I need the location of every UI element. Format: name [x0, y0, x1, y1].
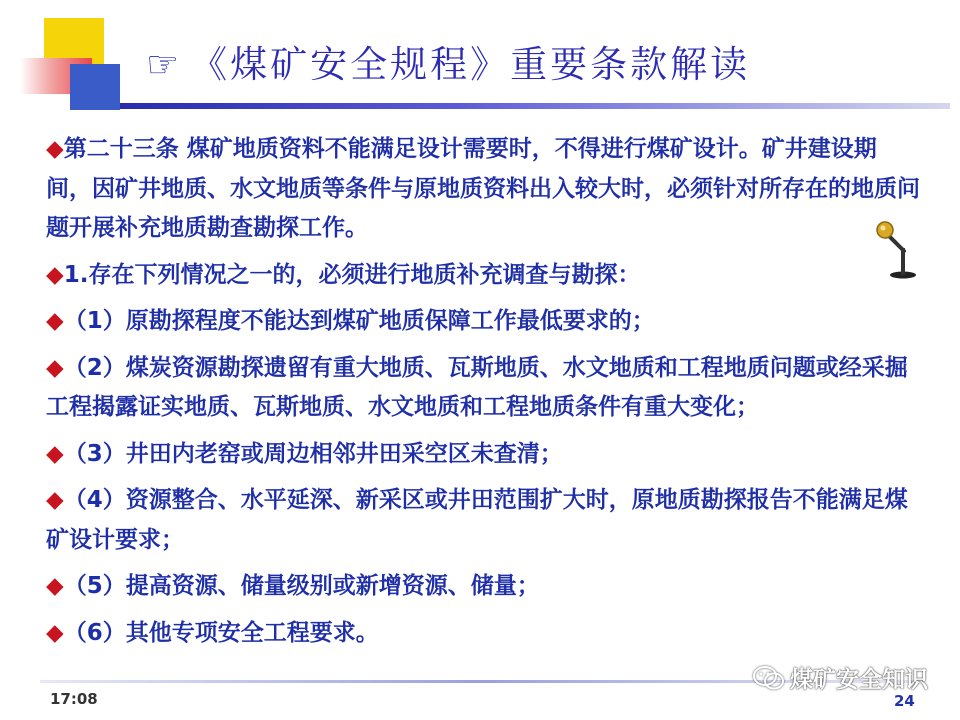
paragraph-text: （6）其他专项安全工程要求。	[63, 619, 379, 646]
paragraph-text: 1.存在下列情况之一的，必须进行地质补充调查与勘探：	[63, 261, 641, 288]
slide-content	[46, 130, 920, 653]
pointing-hand-icon: ☞	[146, 43, 183, 86]
paragraph-text: （2）煤炭资源勘探遗留有重大地质、瓦斯地质、水文地质和工程地质问题或经采掘工程揭露证实地质、瓦斯地质、水文地质和工程地质条件有重大变化；	[46, 354, 908, 420]
paragraph-text: （3）井田内老窑或周边相邻井田采空区未查清；	[63, 440, 563, 467]
red-diamond-icon: ◆	[46, 440, 64, 467]
red-diamond-icon: ◆	[46, 136, 64, 162]
slide-time: 17:08	[50, 690, 98, 708]
paragraph-item-2	[46, 349, 920, 428]
paragraph-item-1	[46, 302, 920, 342]
watermark	[752, 661, 928, 694]
red-diamond-icon: ◆	[46, 487, 64, 513]
title-underline	[120, 103, 950, 109]
red-diamond-icon: ◆	[46, 308, 64, 334]
paragraph-text: （4）资源整合、水平延深、新采区或井田范围扩大时，原地质勘探报告不能满足煤矿设计要求；	[46, 487, 908, 553]
slide-title	[146, 40, 750, 90]
slide-title-text: 《煤矿安全规程》重要条款解读	[190, 43, 751, 86]
microphone-icon	[875, 218, 921, 280]
paragraph-item-3	[46, 435, 920, 475]
paragraph-condition-heading	[46, 256, 920, 296]
red-diamond-icon: ◆	[46, 619, 64, 646]
wechat-icon	[752, 665, 786, 691]
page-number: 24	[894, 692, 915, 710]
red-diamond-icon: ◆	[46, 261, 64, 288]
blue-square-decoration	[70, 64, 120, 110]
paragraph-text: （5）提高资源、储量级别或新增资源、储量；	[63, 573, 540, 599]
paragraph-item-6	[46, 614, 920, 654]
paragraph-article-23	[46, 130, 920, 249]
red-diamond-icon: ◆	[46, 573, 64, 599]
paragraph-text: 第二十三条 煤矿地质资料不能满足设计需要时，不得进行煤矿设计。矿井建设期间，因矿井地质、水文地质等条件与原地质资料出入较大时，必须针对所存在的地质问题开展补充地质勘查勘探工作。	[46, 136, 920, 241]
paragraph-item-4	[46, 481, 920, 560]
paragraph-text: （1）原勘探程度不能达到煤矿地质保障工作最低要求的；	[63, 308, 655, 334]
red-diamond-icon: ◆	[46, 354, 64, 381]
watermark-text: 煤矿安全知识	[790, 667, 928, 693]
paragraph-item-5	[46, 567, 920, 607]
